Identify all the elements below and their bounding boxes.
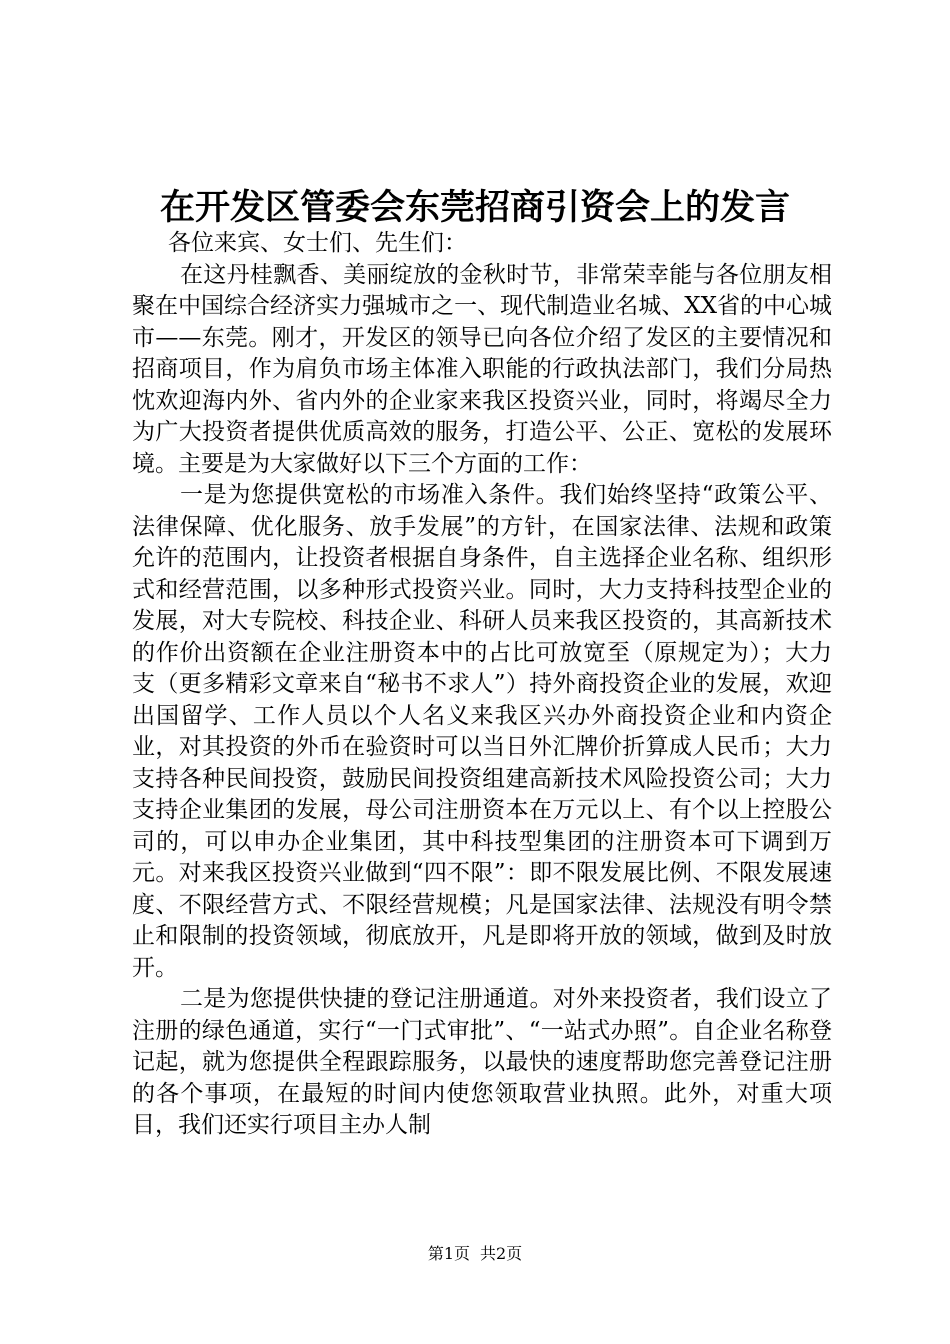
paragraph-intro: 在这丹桂飘香、美丽绽放的金秋时节，非常荣幸能与各位朋友相聚在中国综合经济实力强城市之一、现代制造业名城、XX省的中心城市——东莞。刚才，开发区的领导已向各位介绍了发区的主要情况和招商项目，作为肩负市场主体准入职能的行政执法部门，我们分局热忱欢迎海内外、省内外的企业家来我区投资兴业，同时，将竭尽全力为广大投资者提供优质高效的服务，打造公平、公正、宽松的发展环境。主要是为大家做好以下三个方面的工作： <box>132 261 832 477</box>
document-title: 在开发区管委会东莞招商引资会上的发言 <box>159 187 790 228</box>
paragraph-first-point: 一是为您提供宽松的市场准入条件。我们始终坚持“政策公平、法律保障、优化服务、放手发展”的方针，在国家法律、法规和政策允许的范围内，让投资者根据自身条件，自主选择企业名称、组织形式和经营范围，以多种形式投资兴业。同时，大力支持科技型企业的发展，对大专院校、科技企业、科研人员来我区投资的，其高新技术的作价出资额在企业注册资本中的占比可放宽至（原规定为）；大力支（更多精彩文章来自“秘书不求人”）持外商投资企业的发展，欢迎出国留学、工作人员以个人名义来我区兴办外商投资企业和内资企业，对其投资的外币在验资时可以当日外汇牌价折算成人民币；大力支持各种民间投资，鼓励民间投资组建高新技术风险投资公司；大力支持企业集团的发展，母公司注册资本在万元以上、有个以上控股公司的，可以申办企业集团，其中科技型集团的注册资本可下调到万元。对来我区投资兴业做到“四不限”：即不限发展比例、不限发展速度、不限经营方式、不限经营规模；凡是国家法律、法规没有明令禁止和限制的投资领域，彻底放开，凡是即将开放的领域，做到及时放开。 <box>132 482 832 981</box>
page-footer <box>0 1243 950 1265</box>
page-number: 第1页 <box>427 1244 470 1263</box>
salutation: 各位来宾、女士们、先生们： <box>168 230 467 256</box>
paragraph-second-point: 二是为您提供快捷的登记注册通道。对外来投资者，我们设立了注册的绿色通道，实行“一门式审批”、“一站式办照”。自企业名称登记起，就为您提供全程跟踪服务，以最快的速度帮助您完善登记注册的各个事项，在最短的时间内使您领取营业执照。此外，对重大项目，我们还实行项目主办人制 <box>132 986 832 1138</box>
page-total: 共2页 <box>480 1244 523 1263</box>
document-body <box>132 228 832 1142</box>
